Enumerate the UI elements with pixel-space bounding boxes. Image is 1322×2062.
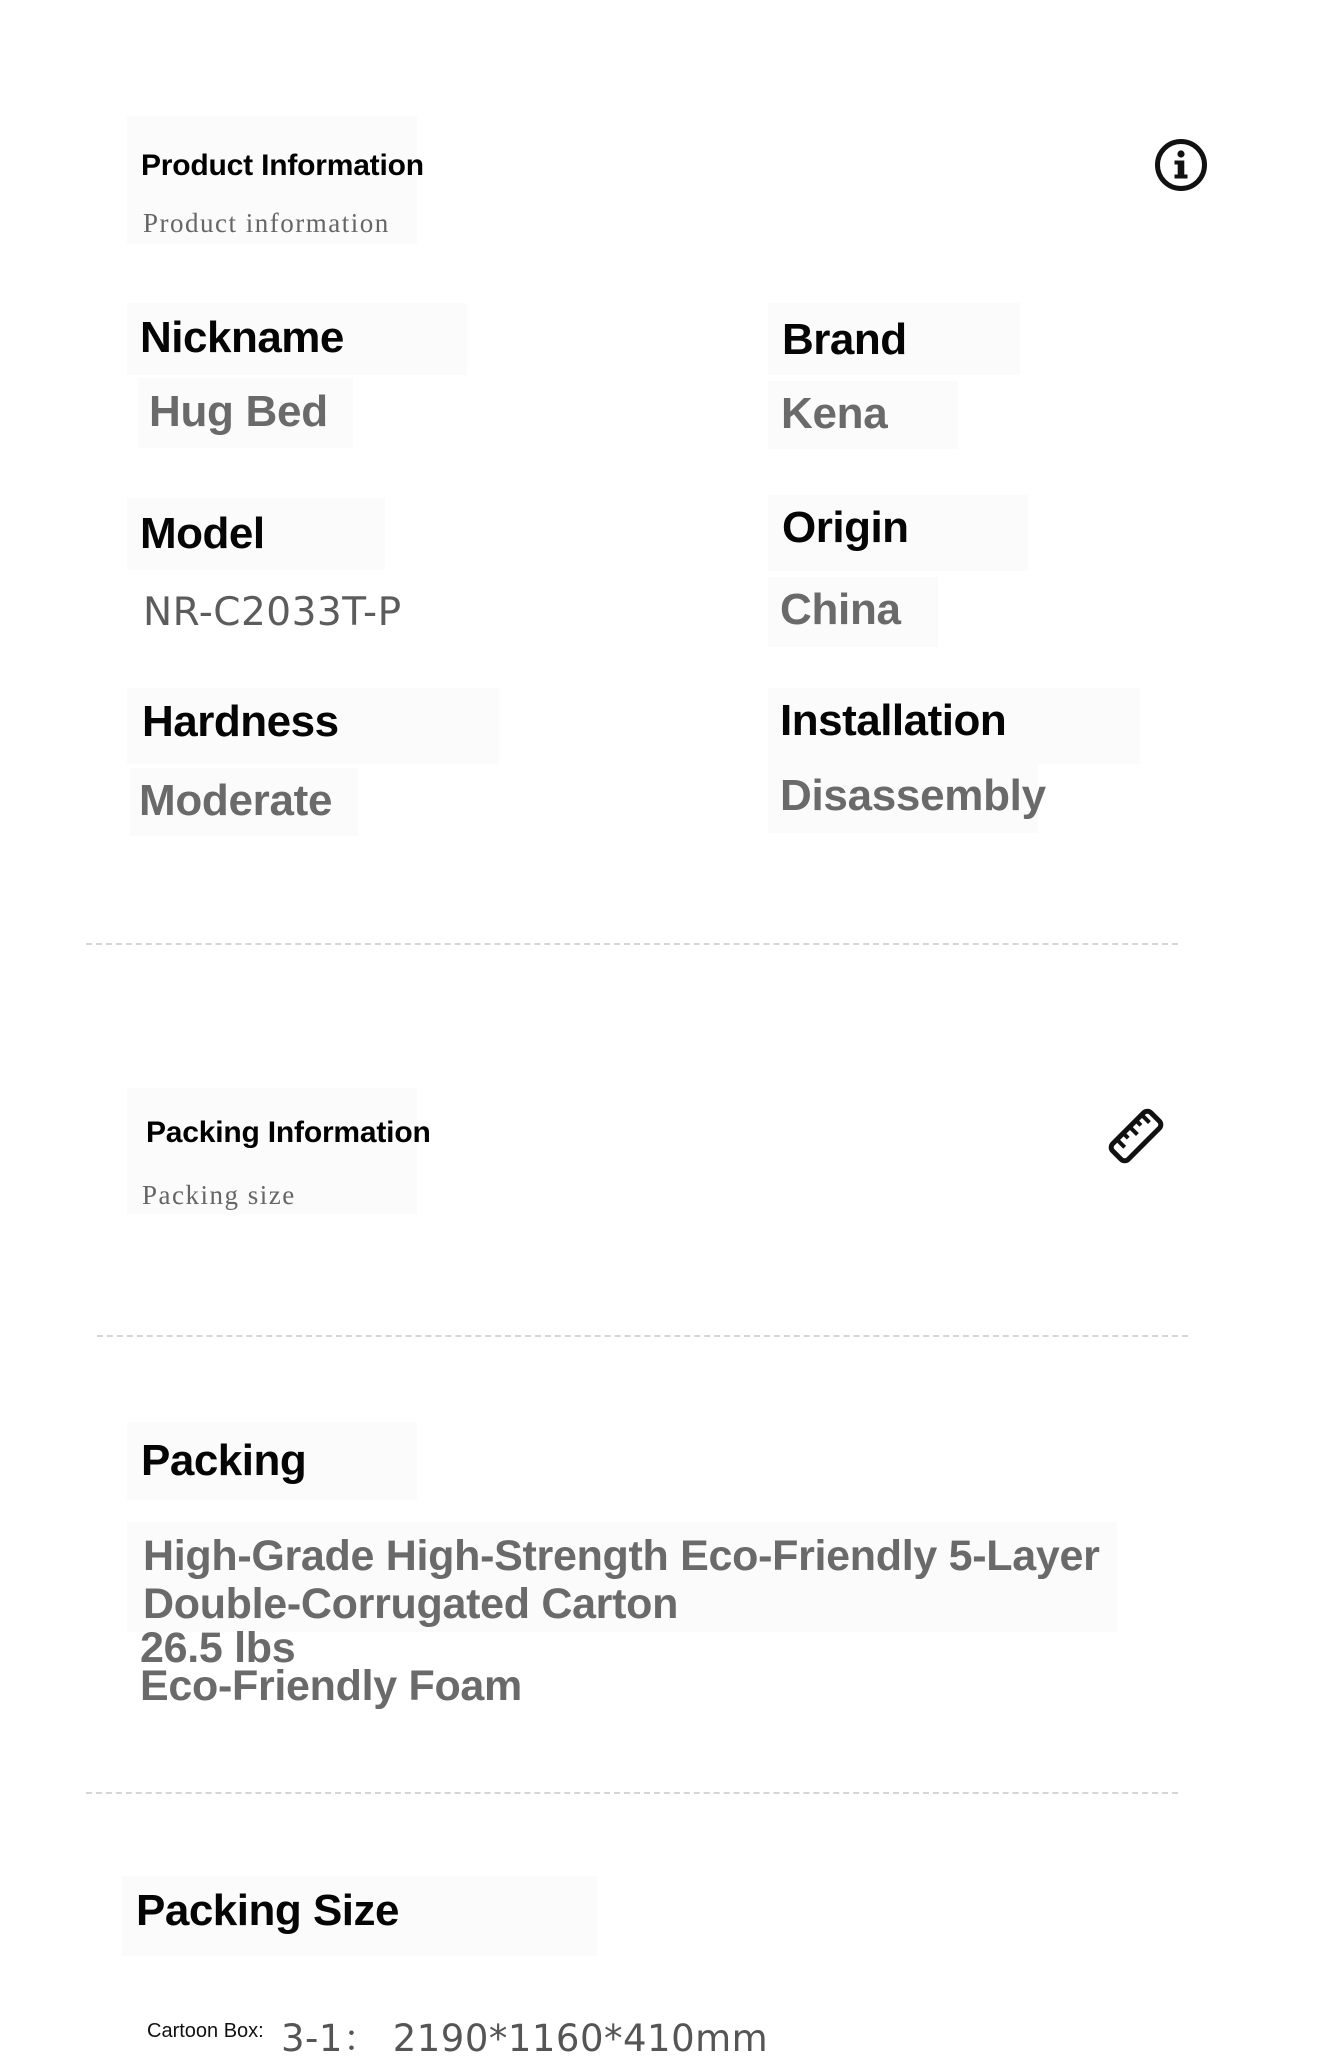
brand-label: Brand — [782, 315, 907, 364]
hardness-label: Hardness — [142, 697, 339, 746]
installation-value: Disassembly — [780, 771, 1046, 820]
brand-value: Kena — [781, 389, 888, 438]
product-info-title: Product Information — [141, 149, 424, 182]
installation-label: Installation — [780, 696, 1007, 745]
packing-label: Packing — [141, 1436, 307, 1485]
packing-line: Double-Corrugated Carton — [143, 1580, 679, 1628]
nickname-label: Nickname — [140, 313, 344, 362]
product-info-subtitle: Product information — [143, 208, 390, 238]
packing-weight: 26.5 lbs — [140, 1624, 296, 1672]
divider — [97, 1335, 1188, 1337]
cartoon-box-value: 3-1： 2190*1160*410mm — [281, 2017, 769, 2060]
cartoon-box-label: Cartoon Box: — [147, 2020, 264, 2042]
packing-size-label: Packing Size — [136, 1886, 400, 1935]
divider — [86, 943, 1178, 945]
info-icon[interactable] — [1154, 138, 1208, 192]
packing-line: Eco-Friendly Foam — [140, 1662, 522, 1710]
packing-info-title: Packing Information — [146, 1116, 431, 1149]
divider — [86, 1792, 1178, 1794]
packing-info-subtitle: Packing size — [142, 1180, 296, 1210]
model-label: Model — [140, 509, 265, 558]
packing-line: High-Grade High-Strength Eco-Friendly 5-Layer — [143, 1532, 1100, 1580]
hardness-value: Moderate — [139, 776, 333, 825]
origin-label: Origin — [782, 503, 909, 552]
ruler-icon — [1104, 1104, 1168, 1168]
nickname-value: Hug Bed — [149, 387, 328, 436]
model-value: NR-C2033T-P — [143, 590, 402, 635]
origin-value: China — [780, 585, 901, 634]
